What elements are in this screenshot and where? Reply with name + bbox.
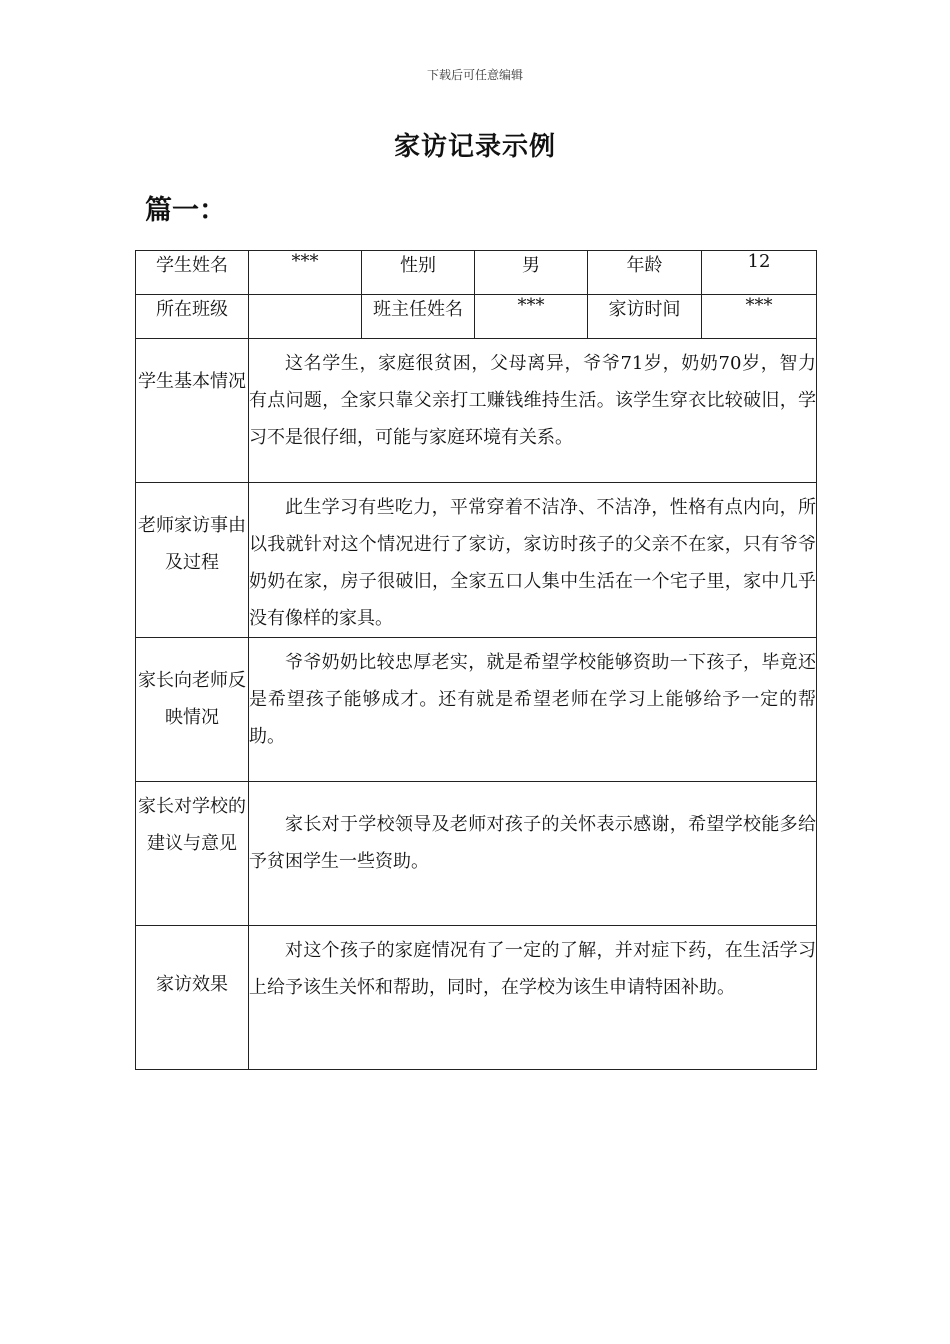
student-name-value: *** [249, 251, 362, 295]
gender-value: 男 [475, 251, 588, 295]
table-row-parent-suggestions [136, 782, 817, 926]
visit-time-value: *** [702, 295, 817, 339]
table-row-basic-info [136, 251, 817, 295]
visit-effect-content: 对这个孩子的家庭情况有了一定的了解，并对症下药，在生活学习上给予该生关怀和帮助，同时，在学校为该生申请特困补助。 [249, 926, 817, 1070]
student-situation-content: 这名学生，家庭很贫困，父母离异，爷爷71岁，奶奶70岁，智力有点问题，全家只靠父亲打工赚钱维持生活。该学生穿衣比较破旧，学习不是很仔细，可能与家庭环境有关系。 [249, 339, 817, 483]
class-label: 所在班级 [136, 295, 249, 339]
section-heading: 篇一： [145, 195, 226, 226]
document-title: 家访记录示例 [393, 132, 556, 162]
parent-suggestions-content: 家长对于学校领导及老师对孩子的关怀表示感谢，希望学校能多给予贫困学生一些资助。 [249, 782, 817, 926]
student-name-label: 学生姓名 [136, 251, 249, 295]
age-label: 年龄 [588, 251, 702, 295]
table-row-parent-feedback [136, 638, 817, 782]
home-visit-record-table [135, 250, 817, 1070]
table-row-class-info [136, 295, 817, 339]
table-row-visit-effect [136, 926, 817, 1070]
gender-label: 性别 [362, 251, 475, 295]
parent-feedback-label: 家长向老师反映情况 [136, 638, 249, 782]
visit-reason-content: 此生学习有些吃力，平常穿着不洁净、不洁净，性格有点内向，所以我就针对这个情况进行了家访，家访时孩子的父亲不在家，只有爷爷奶奶在家，房子很破旧，全家五口人集中生活在一个宅子里，家中几乎没有像样的家具。 [249, 483, 817, 638]
age-value: 12 [702, 251, 817, 295]
table-row-student-situation [136, 339, 817, 483]
class-value [249, 295, 362, 339]
visit-reason-label: 老师家访事由及过程 [136, 483, 249, 638]
parent-suggestions-label: 家长对学校的建议与意见 [136, 782, 249, 926]
table-row-visit-reason [136, 483, 817, 638]
head-teacher-value: *** [475, 295, 588, 339]
visit-time-label: 家访时间 [588, 295, 702, 339]
header-note: 下载后可任意编辑 [426, 68, 523, 82]
student-situation-label: 学生基本情况 [136, 339, 249, 483]
visit-effect-label: 家访效果 [136, 926, 249, 1070]
parent-feedback-content: 爷爷奶奶比较忠厚老实，就是希望学校能够资助一下孩子，毕竟还是希望孩子能够成才。还有就是希望老师在学习上能够给予一定的帮助。 [249, 638, 817, 782]
head-teacher-label: 班主任姓名 [362, 295, 475, 339]
